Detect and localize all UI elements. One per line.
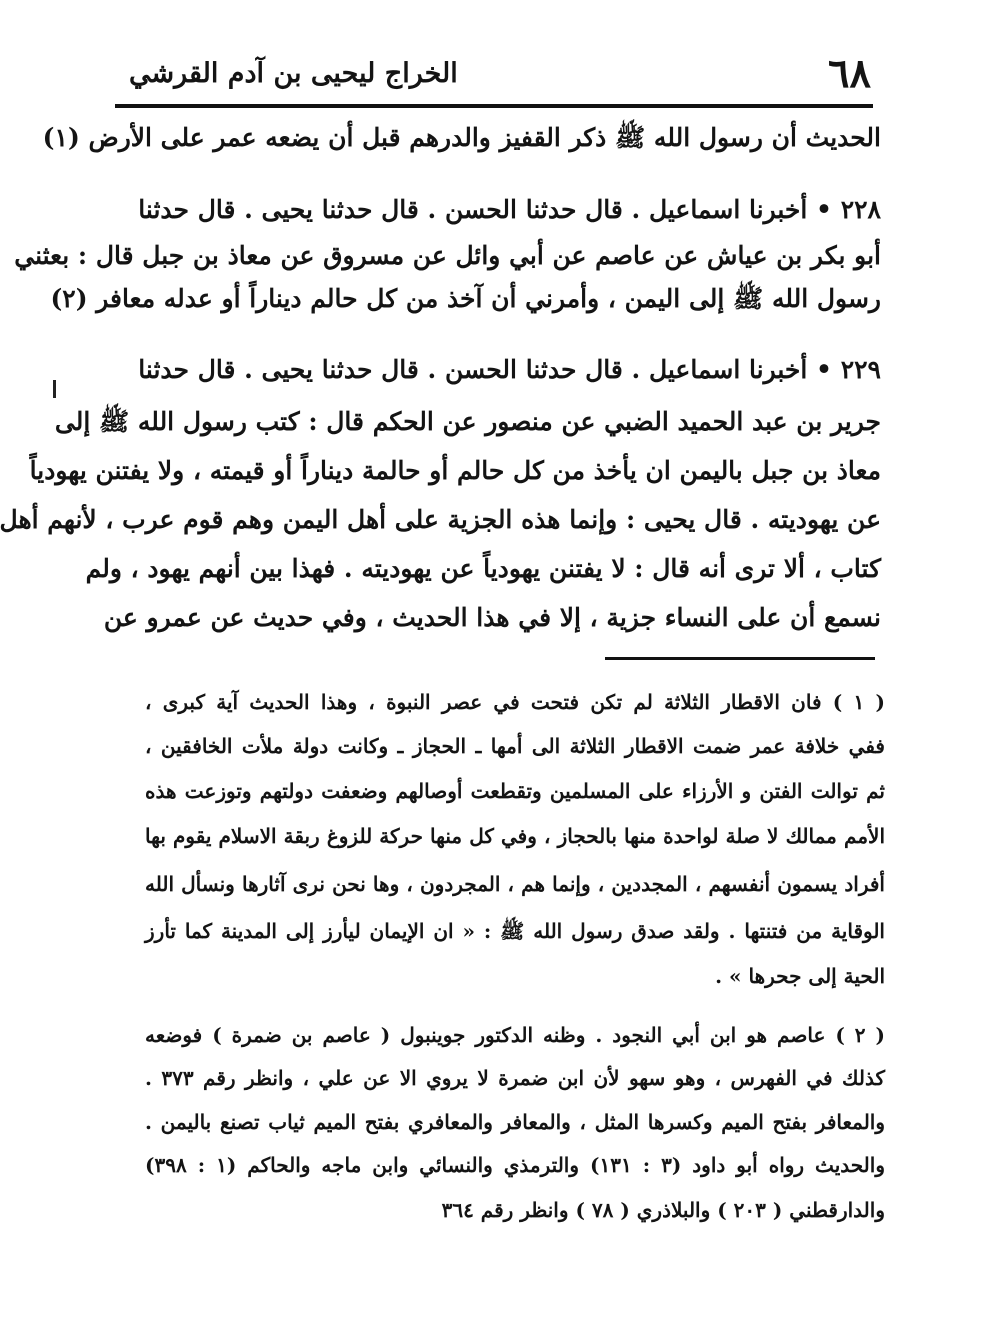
footnote-1-line: الحية إلى جحرها » .: [715, 964, 885, 988]
footnote-2-line: والدارقطني ( ٢٠٣ ) والبلاذري ( ٧٨ ) وانظر رقم ٣٦٤: [441, 1198, 885, 1222]
hadith-229-line-2: جرير بن عبد الحميد الضبي عن منصور عن الحكم قال : كتب رسول الله ﷺ إلى: [54, 407, 881, 436]
footnote-2-line: كذلك في الفهرس ، وهو سهو لأن ابن ضمرة لا يروي الا عن علي ، وانظر رقم ٣٧٣ .: [145, 1066, 885, 1090]
hadith-229-line-4: عن يهوديته . قال يحيى : وإنما هذه الجزية على أهل اليمن وهم قوم عرب ، لأنهم أهل: [0, 505, 881, 534]
running-title: الخراج ليحيى بن آدم القرشي: [129, 57, 458, 89]
text-line: الحديث أن رسول الله ﷺ ذكر القفيز والدرهم قبل أن يضعه عمر على الأرض (١): [42, 123, 881, 152]
footnote-separator: [605, 657, 875, 660]
footnote-1-line: ففي خلافة عمر ضمت الاقطار الثلاثة الى أمها ـ الحجاز ـ وكانت دولة ملأت الخافقين ،: [145, 734, 885, 758]
footnote-1-line: الوقاية من فتنتها . ولقد صدق رسول الله ﷺ : « ان الإيمان ليأرز إلى المدينة كما تأرز: [145, 919, 885, 943]
hadith-229-line-3: معاذ بن جبل باليمن ان يأخذ من كل حالم أو حالمة ديناراً أو قيمته ، ولا يفتنن يهودياً: [29, 456, 881, 485]
scan-edge-mark: [53, 380, 56, 398]
footnote-1-line: الأمم ممالك لا صلة لواحدة منها بالحجاز ، وفي كل منها حركة للزوغ ربقة الاسلام يقوم بها: [145, 824, 885, 848]
hadith-229-line-6: نسمع أن على النساء جزية ، إلا في هذا الحديث ، وفي حديث عن عمرو عن: [103, 603, 881, 632]
page-header: [129, 48, 871, 98]
hadith-229-line-1: ٢٢٩ • أخبرنا اسماعيل . قال حدثنا الحسن . قال حدثنا يحيى . قال حدثنا: [138, 355, 881, 384]
footnote-2-line: والمعافر بفتح الميم وكسرها المثل ، والمعافر والمعافري بفتح الميم ثياب تصنع باليمن .: [145, 1110, 885, 1134]
footnote-2-line: والحديث رواه أبو داود (٣ : ١٣١) والترمذي والنسائي وابن ماجه والحاكم (١ : ٣٩٨): [145, 1153, 885, 1177]
hadith-228-line-3: رسول الله ﷺ إلى اليمن ، وأمرني أن آخذ من كل حالم ديناراً أو عدله معافر (٢): [50, 284, 881, 313]
hadith-228-line-1: ٢٢٨ • أخبرنا اسماعيل . قال حدثنا الحسن . قال حدثنا يحيى . قال حدثنا: [138, 195, 881, 224]
page-number: ٦٨: [828, 49, 871, 97]
footnote-1-line: ( ١ ) فان الاقطار الثلاثة لم تكن فتحت في عصر النبوة ، وهذا الحديث آية كبرى ،: [145, 690, 885, 714]
hadith-228-line-2: أبو بكر بن عياش عن عاصم عن أبي وائل عن مسروق عن معاذ بن جبل قال : بعثني: [14, 241, 881, 270]
footnote-1-line: ثم توالت الفتن و الأرزاء على المسلمين وتقطعت أوصالهم وضعفت دولتهم وتوزعت هذه: [145, 779, 885, 803]
hadith-229-line-5: كتاب ، ألا ترى أنه قال : لا يفتنن يهودياً عن يهوديته . فهذا بين أنهم يهود ، ولم: [85, 554, 881, 583]
footnote-1-line: أفراد يسمون أنفسهم ، المجددين ، وإنما هم ، المجردون ، وها نحن نرى آثارها ونسأل الله: [145, 872, 885, 896]
footnote-2-line: ( ٢ ) عاصم هو ابن أبي النجود . وظنه الدكتور جوينبول ( عاصم بن ضمرة ) فوضعه: [145, 1023, 885, 1047]
header-rule: [115, 104, 873, 108]
